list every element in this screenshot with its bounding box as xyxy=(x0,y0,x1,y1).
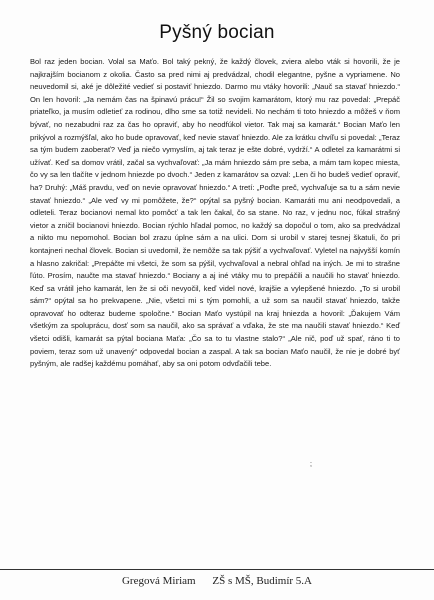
story-paragraph: Bol raz jeden bocian. Volal sa Maťo. Bol taký pekný, že každý človek, zviera alebo vták si hovorili, že je najkrajším bocianom z okolia. Často sa pred nimi aj predvádzal, chodil elegantne, pyšne a vypriamene. No neuvedomil si, aké je dôležité vedieť si postaviť hniezdo. Darmo mu vtáky hovorili: „Nauč sa stavať hniezdo.“ On len hovoril: „Ja nemám čas na špinavú prácu!“ Žil so svojim kamarátom, ktorý mu raz povedal: „Prepáč priateľko, ja musím odletieť za rodinou, dlho sme sa totiž nevideli. No nechám ti toto hniezdo a môžeš v ňom bývať, no nezabudni raz za čas ho opraviť, aby ho neodfúkol vietor. Tak maj sa kamarát.“ Bocian Maťo len prikývol a rozmýšľal, ako ho bude opravovať, keď nevie stavať hniezdo. Ale za krátku chvíľu si povedal: „Teraz sa tým budem zaoberať? Veď ja niečo vymyslím, aj tak teraz je ešte dobré, vydrží.“ A odletel za kamarátmi si užívať. Keď sa domov vrátil, začal sa vychvaľovať: „Ja mám hniezdo sám pre seba, a mám tam kopec miesta, čo vy sa len tlačíte v jednom hniezde po dvoch.“ Jeden z kamarátov sa ozval: „Len či ho budeš vedieť opraviť, ha? Druhý: „Máš pravdu, veď on nevie opravovať hniezdo.“ A tretí: „Poďte preč, vychvaľuje sa tu a sám nevie stavať hniezdo.“ „Ale veď vy mi pomôžete, že?“ opýtal sa pyšný bocian. Kamaráti mu ani neodpovedali, a odleteli. Teraz bocianovi nemal kto pomôcť a tak len čakal, čo sa stane. No raz, v jednu noc, fúkal strašný vietor a zničil bocianovi hniezdo. Bocian rýchlo hľadal pomoc, no každý sa dopočul o tom, ako sa predvádzal a nikto mu nepomohol. Bocian bol zrazu úplne sám a na ulici. Dom si urobil v starej tesnej škatuli, čo pri kontajneri nechal človek. Bocian si uvedomil, že nemôže sa tak pýšiť a vychvaľovať. Vyletel na najvyšší komín a hlasno zakričal: „Prepáčte mi všetci, že som sa pýšil, vychvaľoval a nebral ohľad na iných. Je mi to strašne ľúto. Prosím, naučte ma stavať hniezdo.“ Bociany a aj iné vtáky mu to prepáčili a naučili ho stavať hniezdo. Keď sa vrátil jeho kamarát, len že si oči nevyočil, keď videl nové, krajšie a vylepšené hniezdo. „To si urobil sám?“ opýtal sa ho prekvapene. „Nie, všetci mi s tým pomohli, a už som sa naučil stavať hniezdo, takže opravovať ho odteraz budeme spoločne.“ Bocian Maťo vystúpil na kraj hniezda a hovoril: „Ďakujem Vám všetkým za spoluprácu, dosť som sa naučil, ako sa správať a vďaka, že ste ma naučili stavať hniezdo.“ Keď všetci odišli, kamarát sa pýtal bociana Maťa: „Čo sa to tu vlastne stalo?“ „Ale nič, poď už spať, ráno ti to poviem, teraz som už unavený“ odpovedal bocian a zaspal. A tak sa bocian Maťo naučil, že nie je dobré byť pyšným, ale radšej každému pomáhať, aby sa oni potom odvďačili tebe. xyxy=(30,57,400,369)
footer-school: ZŠ s MŠ, Budimír 5.A xyxy=(212,575,312,587)
stray-mark: ; xyxy=(310,461,312,468)
footer-divider xyxy=(0,569,434,570)
page-footer xyxy=(0,575,434,587)
story-body xyxy=(30,56,400,371)
footer-author: Gregová Miriam xyxy=(121,575,196,587)
document-title: Pyšný bocian xyxy=(159,22,275,43)
